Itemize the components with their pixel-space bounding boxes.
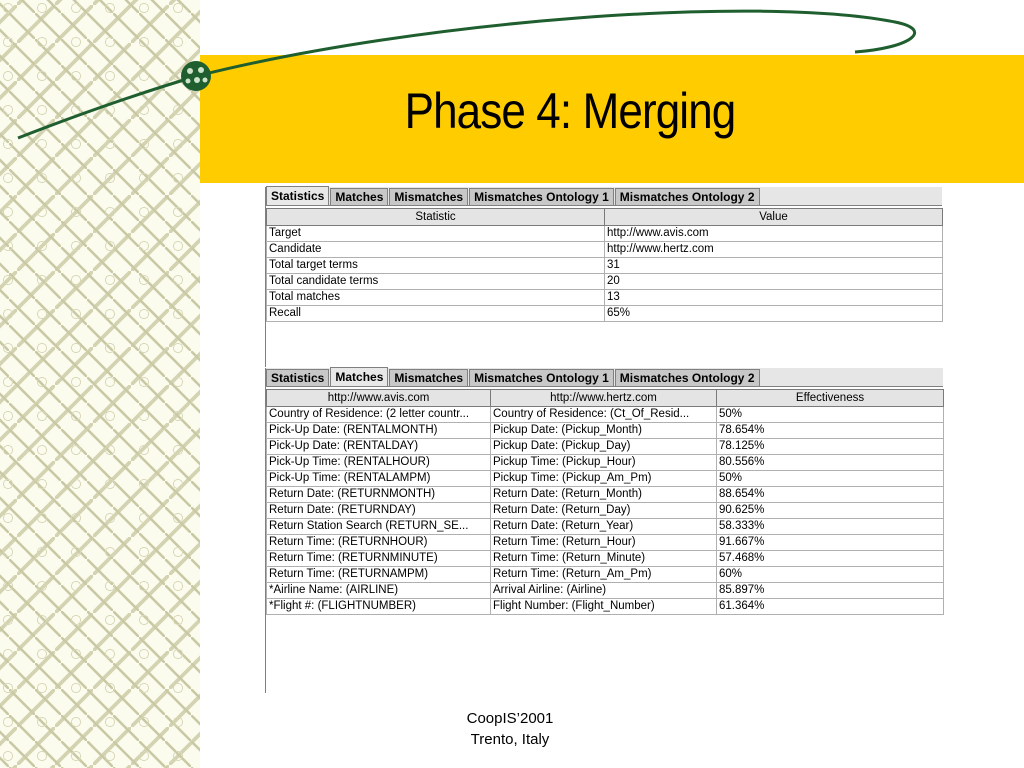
- table-row[interactable]: [267, 274, 943, 290]
- target-term-cell: Pick-Up Time: (RENTALHOUR): [267, 455, 491, 471]
- value-cell: 65%: [605, 306, 943, 322]
- target-term-cell: Return Date: (RETURNMONTH): [267, 487, 491, 503]
- candidate-term-cell: Return Time: (Return_Hour): [491, 535, 717, 551]
- candidate-term-cell: Return Time: (Return_Minute): [491, 551, 717, 567]
- matches-panel: [265, 368, 943, 693]
- statistics-panel: [265, 187, 942, 367]
- target-term-cell: Pick-Up Date: (RENTALDAY): [267, 439, 491, 455]
- candidate-term-cell: Pickup Time: (Pickup_Hour): [491, 455, 717, 471]
- value-cell: 20: [605, 274, 943, 290]
- effectiveness-cell: 91.667%: [717, 535, 944, 551]
- footer-location: Trento, Italy: [470, 731, 550, 748]
- value-cell: http://www.hertz.com: [605, 242, 943, 258]
- column-header-candidate[interactable]: http://www.hertz.com: [491, 390, 717, 407]
- decorative-pattern-strip: [0, 0, 200, 768]
- candidate-term-cell: Pickup Time: (Pickup_Am_Pm): [491, 471, 717, 487]
- statistic-cell: Total candidate terms: [267, 274, 605, 290]
- tab-mismatches-ontology-2[interactable]: Mismatches Ontology 2: [615, 188, 760, 205]
- candidate-term-cell: Flight Number: (Flight_Number): [491, 599, 717, 615]
- column-header-effectiveness[interactable]: Effectiveness: [717, 390, 944, 407]
- effectiveness-cell: 50%: [717, 407, 944, 423]
- target-term-cell: *Airline Name: (AIRLINE): [267, 583, 491, 599]
- effectiveness-cell: 61.364%: [717, 599, 944, 615]
- matches-table: [266, 389, 944, 615]
- tab-mismatches[interactable]: Mismatches: [389, 188, 468, 205]
- value-cell: http://www.avis.com: [605, 226, 943, 242]
- candidate-term-cell: Pickup Date: (Pickup_Month): [491, 423, 717, 439]
- target-term-cell: Pick-Up Time: (RENTALAMPM): [267, 471, 491, 487]
- table-row[interactable]: [267, 567, 944, 583]
- effectiveness-cell: 50%: [717, 471, 944, 487]
- table-row[interactable]: [267, 407, 944, 423]
- table-row[interactable]: [267, 455, 944, 471]
- table-row[interactable]: [267, 551, 944, 567]
- effectiveness-cell: 88.654%: [717, 487, 944, 503]
- table-row[interactable]: [267, 423, 944, 439]
- tab-matches[interactable]: Matches: [330, 367, 388, 386]
- statistics-table: [266, 208, 943, 322]
- value-cell: 31: [605, 258, 943, 274]
- candidate-term-cell: Return Date: (Return_Day): [491, 503, 717, 519]
- statistic-cell: Total target terms: [267, 258, 605, 274]
- tab-statistics[interactable]: Statistics: [266, 369, 329, 386]
- candidate-term-cell: Arrival Airline: (Airline): [491, 583, 717, 599]
- column-header-value[interactable]: Value: [605, 209, 943, 226]
- table-row[interactable]: [267, 503, 944, 519]
- target-term-cell: Country of Residence: (2 letter countr...: [267, 407, 491, 423]
- target-term-cell: *Flight #: (FLIGHTNUMBER): [267, 599, 491, 615]
- tab-mismatches-ontology-1[interactable]: Mismatches Ontology 1: [469, 369, 614, 386]
- tab-mismatches-ontology-1[interactable]: Mismatches Ontology 1: [469, 188, 614, 205]
- effectiveness-cell: 58.333%: [717, 519, 944, 535]
- column-header-target[interactable]: http://www.avis.com: [267, 390, 491, 407]
- statistic-cell: Target: [267, 226, 605, 242]
- effectiveness-cell: 78.654%: [717, 423, 944, 439]
- candidate-term-cell: Return Date: (Return_Month): [491, 487, 717, 503]
- tab-bar: [266, 368, 943, 387]
- effectiveness-cell: 60%: [717, 567, 944, 583]
- table-row[interactable]: [267, 519, 944, 535]
- tab-matches[interactable]: Matches: [330, 188, 388, 205]
- target-term-cell: Return Time: (RETURNHOUR): [267, 535, 491, 551]
- candidate-term-cell: Return Time: (Return_Am_Pm): [491, 567, 717, 583]
- statistic-cell: Recall: [267, 306, 605, 322]
- tab-mismatches[interactable]: Mismatches: [389, 369, 468, 386]
- candidate-term-cell: Pickup Date: (Pickup_Day): [491, 439, 717, 455]
- table-row[interactable]: [267, 226, 943, 242]
- table-row[interactable]: [267, 535, 944, 551]
- tab-statistics[interactable]: Statistics: [266, 186, 329, 205]
- effectiveness-cell: 80.556%: [717, 455, 944, 471]
- table-row[interactable]: [267, 439, 944, 455]
- table-row[interactable]: [267, 242, 943, 258]
- table-row[interactable]: [267, 258, 943, 274]
- column-header-statistic[interactable]: Statistic: [267, 209, 605, 226]
- effectiveness-cell: 90.625%: [717, 503, 944, 519]
- target-term-cell: Return Station Search (RETURN_SE...: [267, 519, 491, 535]
- footer-conference: CoopIS’2001: [466, 710, 554, 727]
- effectiveness-cell: 78.125%: [717, 439, 944, 455]
- table-row[interactable]: [267, 487, 944, 503]
- candidate-term-cell: Return Date: (Return_Year): [491, 519, 717, 535]
- target-term-cell: Return Date: (RETURNDAY): [267, 503, 491, 519]
- slide-footer: [430, 708, 590, 750]
- table-row[interactable]: [267, 583, 944, 599]
- tab-mismatches-ontology-2[interactable]: Mismatches Ontology 2: [615, 369, 760, 386]
- target-term-cell: Return Time: (RETURNMINUTE): [267, 551, 491, 567]
- table-row[interactable]: [267, 306, 943, 322]
- tab-bar: [266, 187, 942, 206]
- effectiveness-cell: 85.897%: [717, 583, 944, 599]
- effectiveness-cell: 57.468%: [717, 551, 944, 567]
- statistic-cell: Candidate: [267, 242, 605, 258]
- table-row[interactable]: [267, 599, 944, 615]
- table-row[interactable]: [267, 290, 943, 306]
- value-cell: 13: [605, 290, 943, 306]
- target-term-cell: Return Time: (RETURNAMPM): [267, 567, 491, 583]
- candidate-term-cell: Country of Residence: (Ct_Of_Resid...: [491, 407, 717, 423]
- table-row[interactable]: [267, 471, 944, 487]
- statistic-cell: Total matches: [267, 290, 605, 306]
- target-term-cell: Pick-Up Date: (RENTALMONTH): [267, 423, 491, 439]
- slide-title: Phase 4: Merging: [404, 83, 736, 139]
